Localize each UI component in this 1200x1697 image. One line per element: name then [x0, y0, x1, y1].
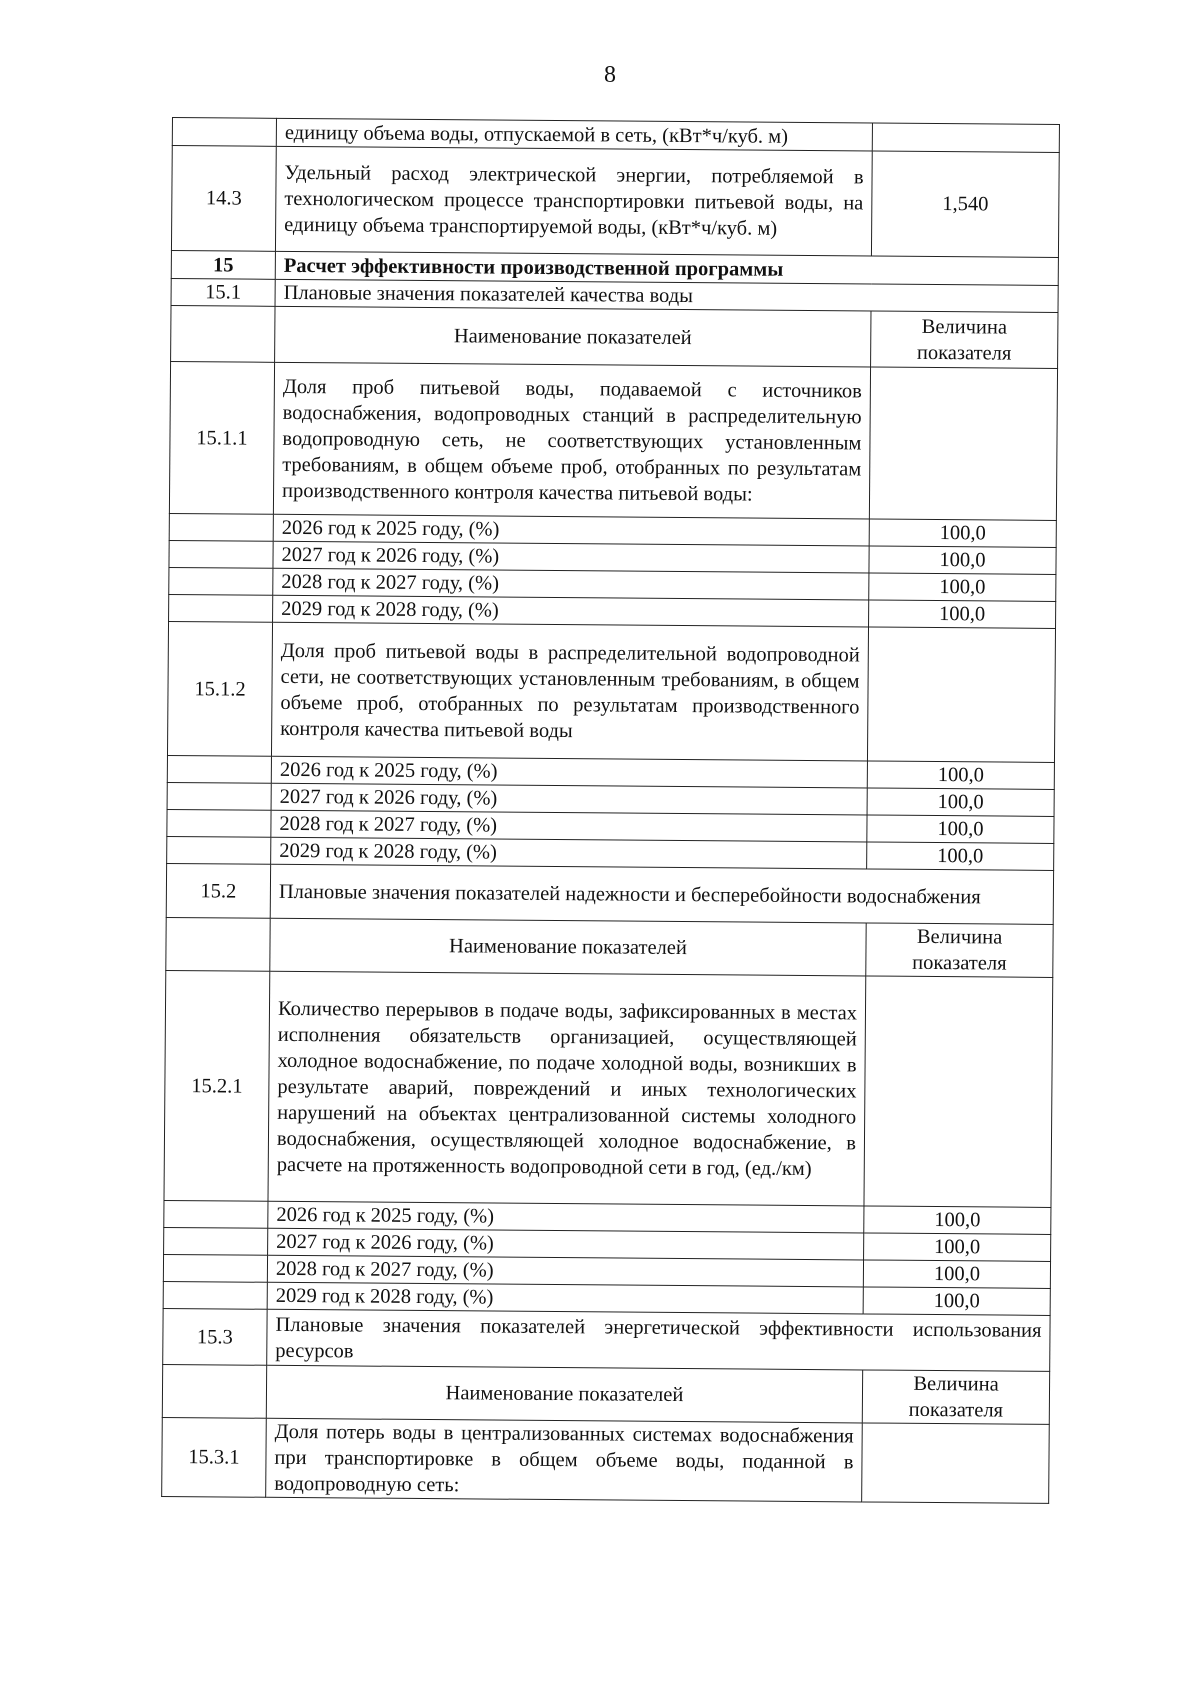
row-number [169, 540, 273, 568]
indicator-value [864, 976, 1053, 1207]
indicator-name: единицу объема воды, отпускаемой в сеть, (кВт*ч/куб. м) [276, 118, 872, 151]
indicator-value: 100,0 [867, 788, 1054, 816]
table-row [166, 917, 1053, 977]
indicator-name: 2029 год к 2028 году, (%) [267, 1282, 863, 1314]
indicator-name: Доля проб питьевой воды, подаваемой с источников водоснабжения, водопроводных станций в распределительную водопроводную сеть, не соответствующих установленным требованиям, в общем объеме проб, отобранных по результатам производственного контроля качества питьевой воды: [273, 362, 870, 519]
row-number: 15.2 [166, 863, 270, 918]
row-number [167, 782, 271, 810]
indicator-value [872, 123, 1059, 152]
table-row [163, 1308, 1050, 1371]
table-row [162, 1417, 1050, 1503]
row-number [164, 1200, 268, 1228]
indicator-value: 100,0 [864, 1233, 1051, 1261]
indicator-value [869, 367, 1057, 520]
indicator-value: 100,0 [867, 842, 1054, 870]
indicator-name: Доля проб питьевой воды в распределительной водопроводной сети, не соответствующих установленным требованиям, в общем объеме проб, отобранных по результатам производственного контроля качества питьевой воды [271, 622, 868, 761]
section-title: Плановые значения показателей энергетической эффективности использования ресурсов [267, 1309, 1050, 1371]
indicator-value: 100,0 [867, 761, 1054, 789]
page-number: 8 [604, 62, 616, 88]
indicator-value: 100,0 [863, 1287, 1050, 1315]
row-number [167, 755, 271, 783]
row-number: 15.3 [163, 1308, 267, 1365]
row-number: 15.3.1 [162, 1417, 267, 1497]
column-header-name: Наименование показателей [270, 918, 866, 976]
indicator-value: 100,0 [869, 546, 1056, 574]
indicator-name: Удельный расход электрической энергии, потребляемой в технологическом процессе транспортировки питьевой воды, на единицу объема транспортируемой воды, (кВт*ч/куб. м) [275, 146, 872, 256]
indicators-table [161, 117, 1060, 1504]
indicator-name: 2027 год к 2026 году, (%) [271, 783, 867, 815]
row-number: 15.1.2 [167, 621, 272, 756]
indicator-value: 100,0 [867, 815, 1054, 843]
row-number [169, 513, 273, 541]
indicator-value: 100,0 [869, 519, 1056, 547]
indicator-name: 2028 год к 2027 году, (%) [271, 810, 867, 842]
row-number [167, 809, 271, 837]
column-header-value: Величина показателя [862, 1370, 1049, 1424]
indicator-name: 2026 год к 2025 году, (%) [273, 514, 869, 546]
indicator-name: 2029 год к 2028 году, (%) [273, 595, 869, 627]
table-row [166, 863, 1053, 924]
row-number [166, 917, 270, 971]
table-row [162, 1364, 1049, 1424]
indicator-name: 2026 год к 2025 году, (%) [268, 1201, 864, 1233]
indicator-value: 100,0 [863, 1260, 1050, 1288]
indicator-value: 100,0 [864, 1206, 1051, 1234]
row-number [171, 305, 275, 362]
indicator-name: 2028 год к 2027 году, (%) [273, 568, 869, 600]
section-title: Расчет эффективности производственной программы [275, 251, 1058, 285]
indicator-value: 100,0 [869, 600, 1056, 628]
row-number: 15 [171, 250, 275, 279]
row-number [167, 836, 271, 864]
indicator-name: Количество перерывов в подаче воды, зафиксированных в местах исполнения обязательств организацией, осуществляющей холодное водоснабжение, по подаче холодной воды, возникших в результате аварий, повреждений и иных технологических нарушений на объектах централизованной системы холодного водоснабжения, осуществляющей холодное водоснабжение, в расчете на протяженность водопроводной сети в год, (ед./км) [268, 971, 866, 1206]
row-number: 14.3 [171, 146, 276, 252]
indicator-name: Доля потерь воды в централизованных системах водоснабжения при транспортировке в общем объеме воды, поданной в водопроводную сеть: [266, 1418, 863, 1502]
indicator-value [867, 627, 1055, 762]
row-number: 15.1 [171, 278, 275, 306]
row-number [164, 1227, 268, 1255]
row-number: 15.1.1 [169, 361, 274, 514]
indicator-name: 2026 год к 2025 году, (%) [271, 756, 867, 788]
row-number [163, 1254, 267, 1282]
row-number [162, 1364, 266, 1418]
column-header-name: Наименование показателей [275, 306, 871, 367]
row-number [163, 1281, 267, 1309]
table-row [169, 361, 1057, 520]
row-number [169, 594, 273, 622]
column-header-value: Величина показателя [871, 311, 1058, 368]
section-title: Плановые значения показателей надежности и бесперебойности водоснабжения [270, 864, 1053, 924]
indicator-name: 2028 год к 2027 году, (%) [267, 1255, 863, 1287]
table-row [171, 305, 1058, 368]
column-header-value: Величина показателя [866, 923, 1053, 977]
row-number [169, 567, 273, 595]
table-row [171, 146, 1059, 258]
indicator-name: 2029 год к 2028 году, (%) [271, 837, 867, 869]
table-row [164, 970, 1053, 1207]
row-number [172, 118, 276, 147]
indicator-name: 2027 год к 2026 году, (%) [268, 1228, 864, 1260]
indicator-name: 2027 год к 2026 году, (%) [273, 541, 869, 573]
indicator-value: 1,540 [871, 151, 1059, 257]
indicator-value [862, 1423, 1050, 1503]
row-number: 15.2.1 [164, 970, 270, 1201]
section-title: Плановые значения показателей качества воды [275, 279, 1058, 312]
column-header-name: Наименование показателей [266, 1365, 862, 1423]
table-row [167, 621, 1055, 762]
indicator-value: 100,0 [869, 573, 1056, 601]
